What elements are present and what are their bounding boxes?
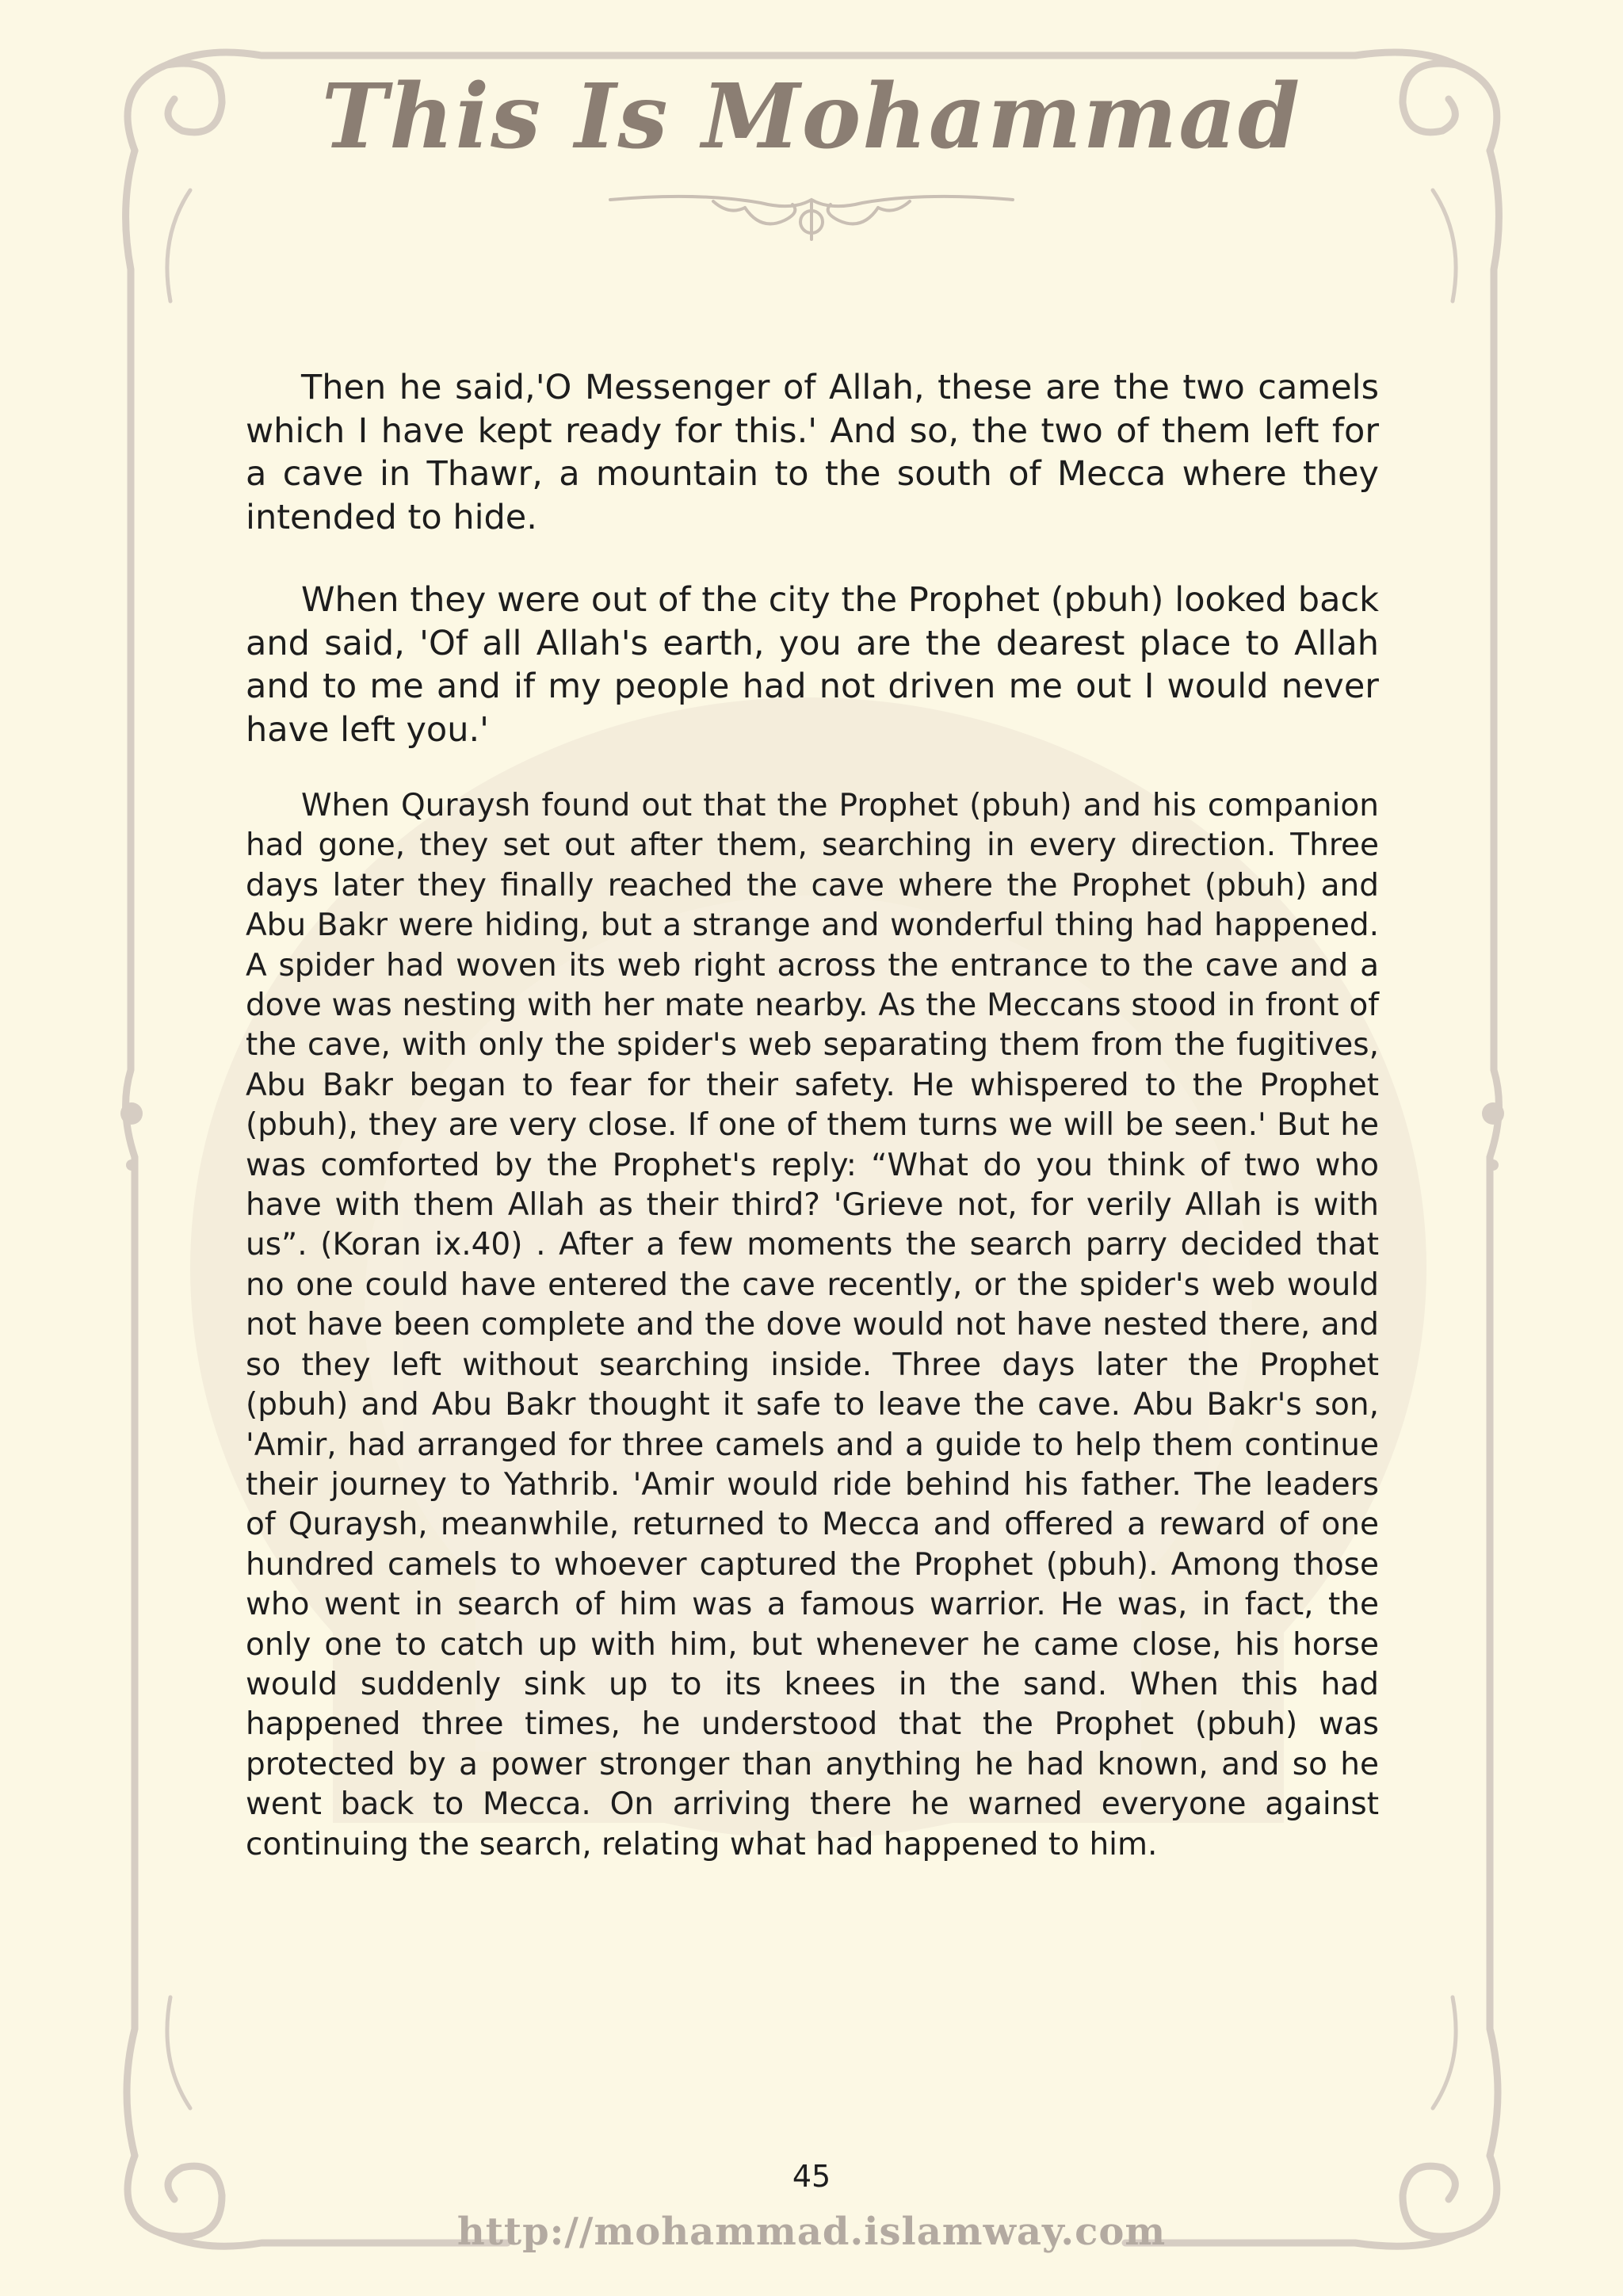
page-title: This Is Mohammad — [321, 65, 1302, 169]
paragraph: Then he said,'O Messenger of Allah, these are the two camels which I have kept ready for this.' And so, the two of them left for a cave in Thawr, a mountain to the south of Mecca where they intended to hide. — [246, 368, 1379, 537]
body-text — [246, 366, 1379, 1865]
paragraph: When Quraysh found out that the Prophet (pbuh) and his companion had gone, they set out after them, searching in every direction. Three days later they finally reached the cave where the Prophet (pbuh) and Abu Bakr were hiding, but a strange and wonderful thing had happened. A spider had woven its web right across the entrance to the cave and a dove was nesting with her mate nearby. As the Meccans stood in front of the cave, with only the spider's web separating them from the fugitives, Abu Bakr began to fear for their safety. He whispered to the Prophet (pbuh), they are very close. If one of them turns we will be seen.' But he was comforted by the Prophet's reply: “What do you think of two who have with them Allah as their third? 'Grieve not, for verily Allah is with us”. (Koran ix.40) . After a few moments the search parry decided that no one could have entered the cave recently, or the spider's web would not have been complete and the dove would not have nested there, and so they left without searching inside. Three days later the Prophet (pbuh) and Abu Bakr thought it safe to leave the cave. Abu Bakr's son, 'Amir, had arranged for three camels and a guide to help them continue their journey to Yathrib. 'Amir would ride behind his father. The leaders of Quraysh, meanwhile, returned to Mecca and offered a reward of one hundred camels to whoever captured the Prophet (pbuh). Among those who went in search of him was a famous warrior. He was, in fact, the only one to catch up with him, but whenever he came close, his horse would suddenly sink up to its knees in the sand. When this had happened three times, he understood that the Prophet (pbuh) was protected by a power stronger than anything he had known, and so he went back to Mecca. On arriving there he warned everyone against continuing the search, relating what had happened to him. — [246, 788, 1379, 1862]
footer-url: http://mohammad.islamway.com — [456, 2210, 1167, 2254]
header-flourish-icon — [602, 176, 1021, 247]
paragraph: When they were out of the city the Prophet (pbuh) looked back and said, 'Of all Allah's earth, you are the dearest place to Allah and to me and if my people had not driven me out I would never have left you.' — [246, 580, 1379, 750]
page-number: 45 — [792, 2159, 831, 2194]
